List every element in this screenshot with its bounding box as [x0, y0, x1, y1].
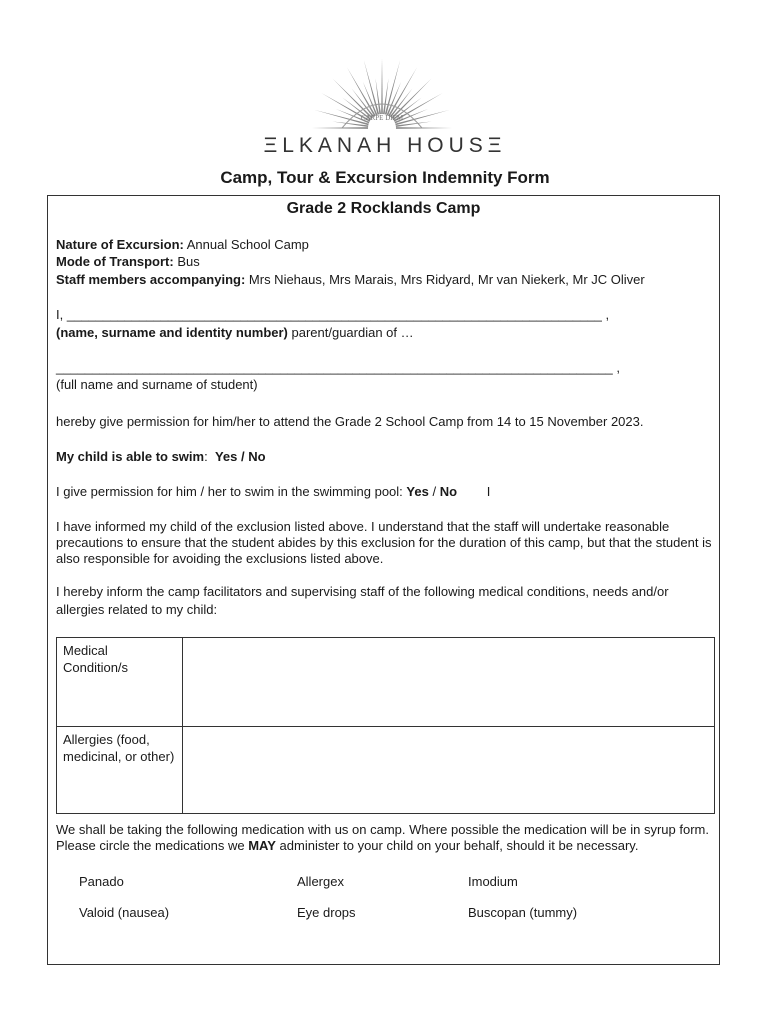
medication-text-post: administer to your child on your behalf, should it be necessary. — [279, 838, 639, 853]
pool-permission-row — [56, 484, 490, 500]
medication-text-pre: We shall be taking the following medication with us on camp. Where possible the medication will be in syrup form. Please circle the medications we — [56, 822, 709, 853]
swim-separator: : — [204, 449, 208, 464]
parent-caption — [56, 325, 414, 341]
pool-text: I give permission for him / her to swim in the swimming pool: — [56, 484, 403, 499]
exclusion-paragraph: I have informed my child of the exclusion listed above. I understand that the staff will undertake reasonable precautions to ensure that the student abides by this exclusion for the duration of this camp, but that the student is also responsible for avoiding the exclusions listed above. — [56, 519, 712, 566]
allergies-field[interactable] — [183, 727, 714, 813]
transport-label: Mode of Transport: — [56, 254, 174, 269]
medical-table — [56, 637, 715, 814]
medication-paragraph — [56, 822, 716, 854]
staff-row — [56, 272, 645, 288]
logo-ray — [396, 127, 452, 129]
swim-options[interactable]: Yes / No — [214, 449, 266, 464]
medical-condition-field[interactable] — [183, 638, 714, 726]
student-name-field[interactable]: _____________________________________________________________________________ , — [56, 360, 620, 375]
sunburst-logo-icon — [312, 50, 452, 140]
swim-label: My child is able to swim — [56, 449, 205, 464]
medication-may: MAY — [248, 838, 276, 853]
parent-name-field[interactable]: I, __________________________________________________________________________ , — [56, 307, 610, 322]
nature-label: Nature of Excursion: — [56, 237, 184, 252]
medication-imodium[interactable]: Imodium — [468, 874, 518, 889]
staff-value: Mrs Niehaus, Mrs Marais, Mrs Ridyard, Mr van Niekerk, Mr JC Oliver — [248, 272, 645, 287]
pool-separator: / — [432, 484, 437, 499]
school-name: ΞLKANAH HOUSΞ — [263, 134, 507, 157]
logo-ray — [388, 67, 417, 116]
transport-value: Bus — [177, 254, 200, 269]
form-title: Camp, Tour & Excursion Indemnity Form — [220, 168, 550, 187]
camp-title: Grade 2 Rocklands Camp — [286, 200, 481, 217]
transport-row — [56, 254, 200, 270]
logo-ray — [347, 67, 376, 116]
nature-row — [56, 237, 309, 253]
form-frame — [47, 195, 720, 965]
medication-panado[interactable]: Panado — [79, 874, 124, 889]
text-cursor-mark: I — [486, 484, 491, 499]
medication-valoid[interactable]: Valoid (nausea) — [79, 905, 170, 920]
medication-eye-drops[interactable]: Eye drops — [297, 905, 356, 920]
permission-text: hereby give permission for him/her to attend the Grade 2 School Camp from 14 to 15 November 2023. — [56, 414, 644, 429]
swim-row — [56, 449, 266, 465]
logo-ray — [381, 58, 383, 114]
logo-ray — [333, 79, 373, 119]
medication-allergex[interactable]: Allergex — [297, 874, 344, 889]
medication-buscopan[interactable]: Buscopan (tummy) — [468, 905, 578, 920]
logo-motto: CARPE DIEM — [360, 114, 404, 122]
pool-yes-option[interactable]: Yes — [406, 484, 429, 499]
logo-ray — [312, 127, 368, 129]
nature-value: Annual School Camp — [186, 237, 309, 252]
allergies-label: Allergies (food, medicinal, or other) — [63, 732, 175, 764]
student-caption: (full name and surname of student) — [56, 377, 258, 392]
logo-ray — [391, 79, 431, 119]
medical-intro: I hereby inform the camp facilitators and supervising staff of the following medical conditions, needs and/or allergies related to my child: — [56, 584, 669, 617]
pool-no-option[interactable]: No — [439, 484, 458, 499]
medical-condition-label: Medical Condition/s — [63, 643, 129, 675]
parent-caption-bold: (name, surname and identity number) — [56, 325, 288, 340]
staff-label: Staff members accompanying: — [56, 272, 246, 287]
parent-caption-rest: parent/guardian of … — [291, 325, 414, 340]
